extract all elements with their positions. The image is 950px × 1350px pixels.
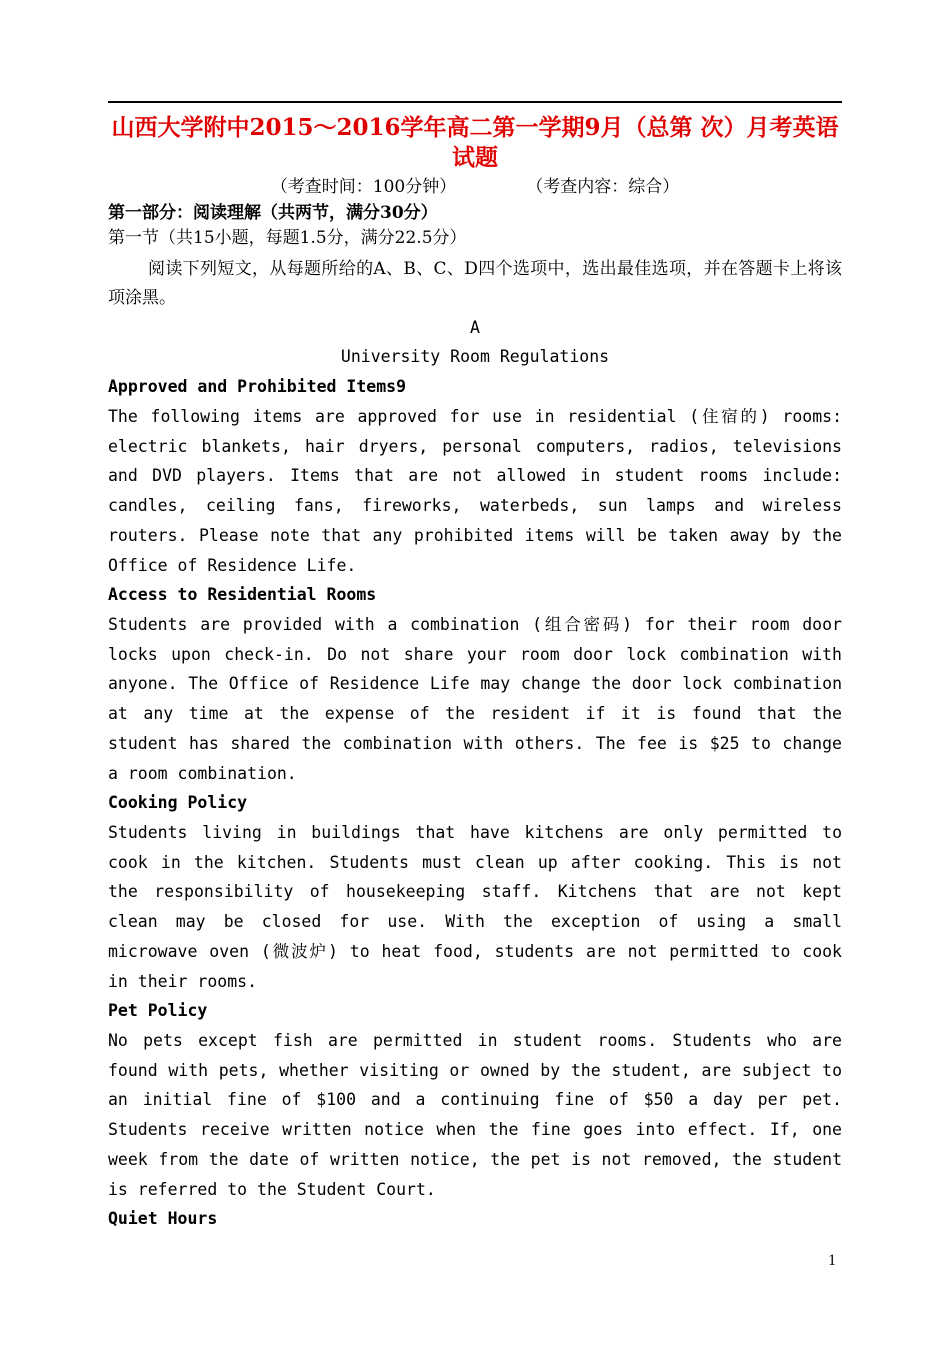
- exam-title: 山西大学附中2015～2016学年高二第一学期9月（总第 次）月考英语试题: [111, 114, 839, 171]
- section-heading: Approved and Prohibited Items9: [108, 377, 407, 396]
- passage-title: University Room Regulations: [340, 347, 610, 366]
- page-number: 1: [828, 1252, 836, 1269]
- exam-meta: [108, 175, 842, 199]
- section-heading: Cooking Policy: [108, 793, 248, 812]
- instructions: 阅读下列短文，从每题所给的A、B、C、D四个选项中，选出最佳选项，并在答题卡上将该项涂黑。: [108, 259, 842, 308]
- section-paragraph: Students are provided with a combination (组合密码) for their room door locks upon check-in. Do not share your room door lock combination with anyone. The Office of Residence Life may change the door lock combination at any time at the expense of the resident if it is found that the student has shared the combination with others. The fee is $25 to change a room combination.: [108, 615, 842, 783]
- section-paragraph: Students living in buildings that have kitchens are only permitted to cook in the kitchen. Students must clean up after cooking. This is not the responsibility of housekeeping staff. Kitchens that are not kept clean may be closed for use. With the exception of using a small microwave oven (微波炉) to heat food, students are not permitted to cook in their rooms.: [108, 823, 842, 991]
- section1-heading: 第一节（共15小题，每题1.5分，满分22.5分）: [108, 228, 467, 248]
- section-paragraph: No pets except fish are permitted in student rooms. Students who are found with pets, whether visiting or owned by the student, are subject to an initial fine of $100 and a continuing fine of $50 a day per pet. Students receive written notice when the fine goes into effect. If, one week from the date of written notice, the pet is not removed, the student is referred to the Student Court.: [108, 1031, 842, 1199]
- section-heading: Access to Residential Rooms: [108, 585, 377, 604]
- top-rule: [108, 101, 842, 103]
- part1-heading: 第一部分：阅读理解（共两节，满分30分）: [108, 203, 438, 223]
- section-heading: Quiet Hours: [108, 1209, 218, 1228]
- exam-content-note: （考查内容：综合）: [526, 177, 680, 197]
- section-paragraph: The following items are approved for use in residential (住宿的) rooms: electric blankets, hair dryers, personal computers, radios, televisions and DVD players. Items that are not allowed in student rooms include: candles, ceiling fans, fireworks, waterbeds, sun lamps and wireless routers. Please note that any prohibited items will be taken away by the Office of Residence Life.: [108, 407, 842, 575]
- section-heading: Pet Policy: [108, 1001, 208, 1020]
- passage-label: A: [470, 318, 480, 337]
- exam-time-note: （考查时间：100分钟）: [270, 177, 457, 197]
